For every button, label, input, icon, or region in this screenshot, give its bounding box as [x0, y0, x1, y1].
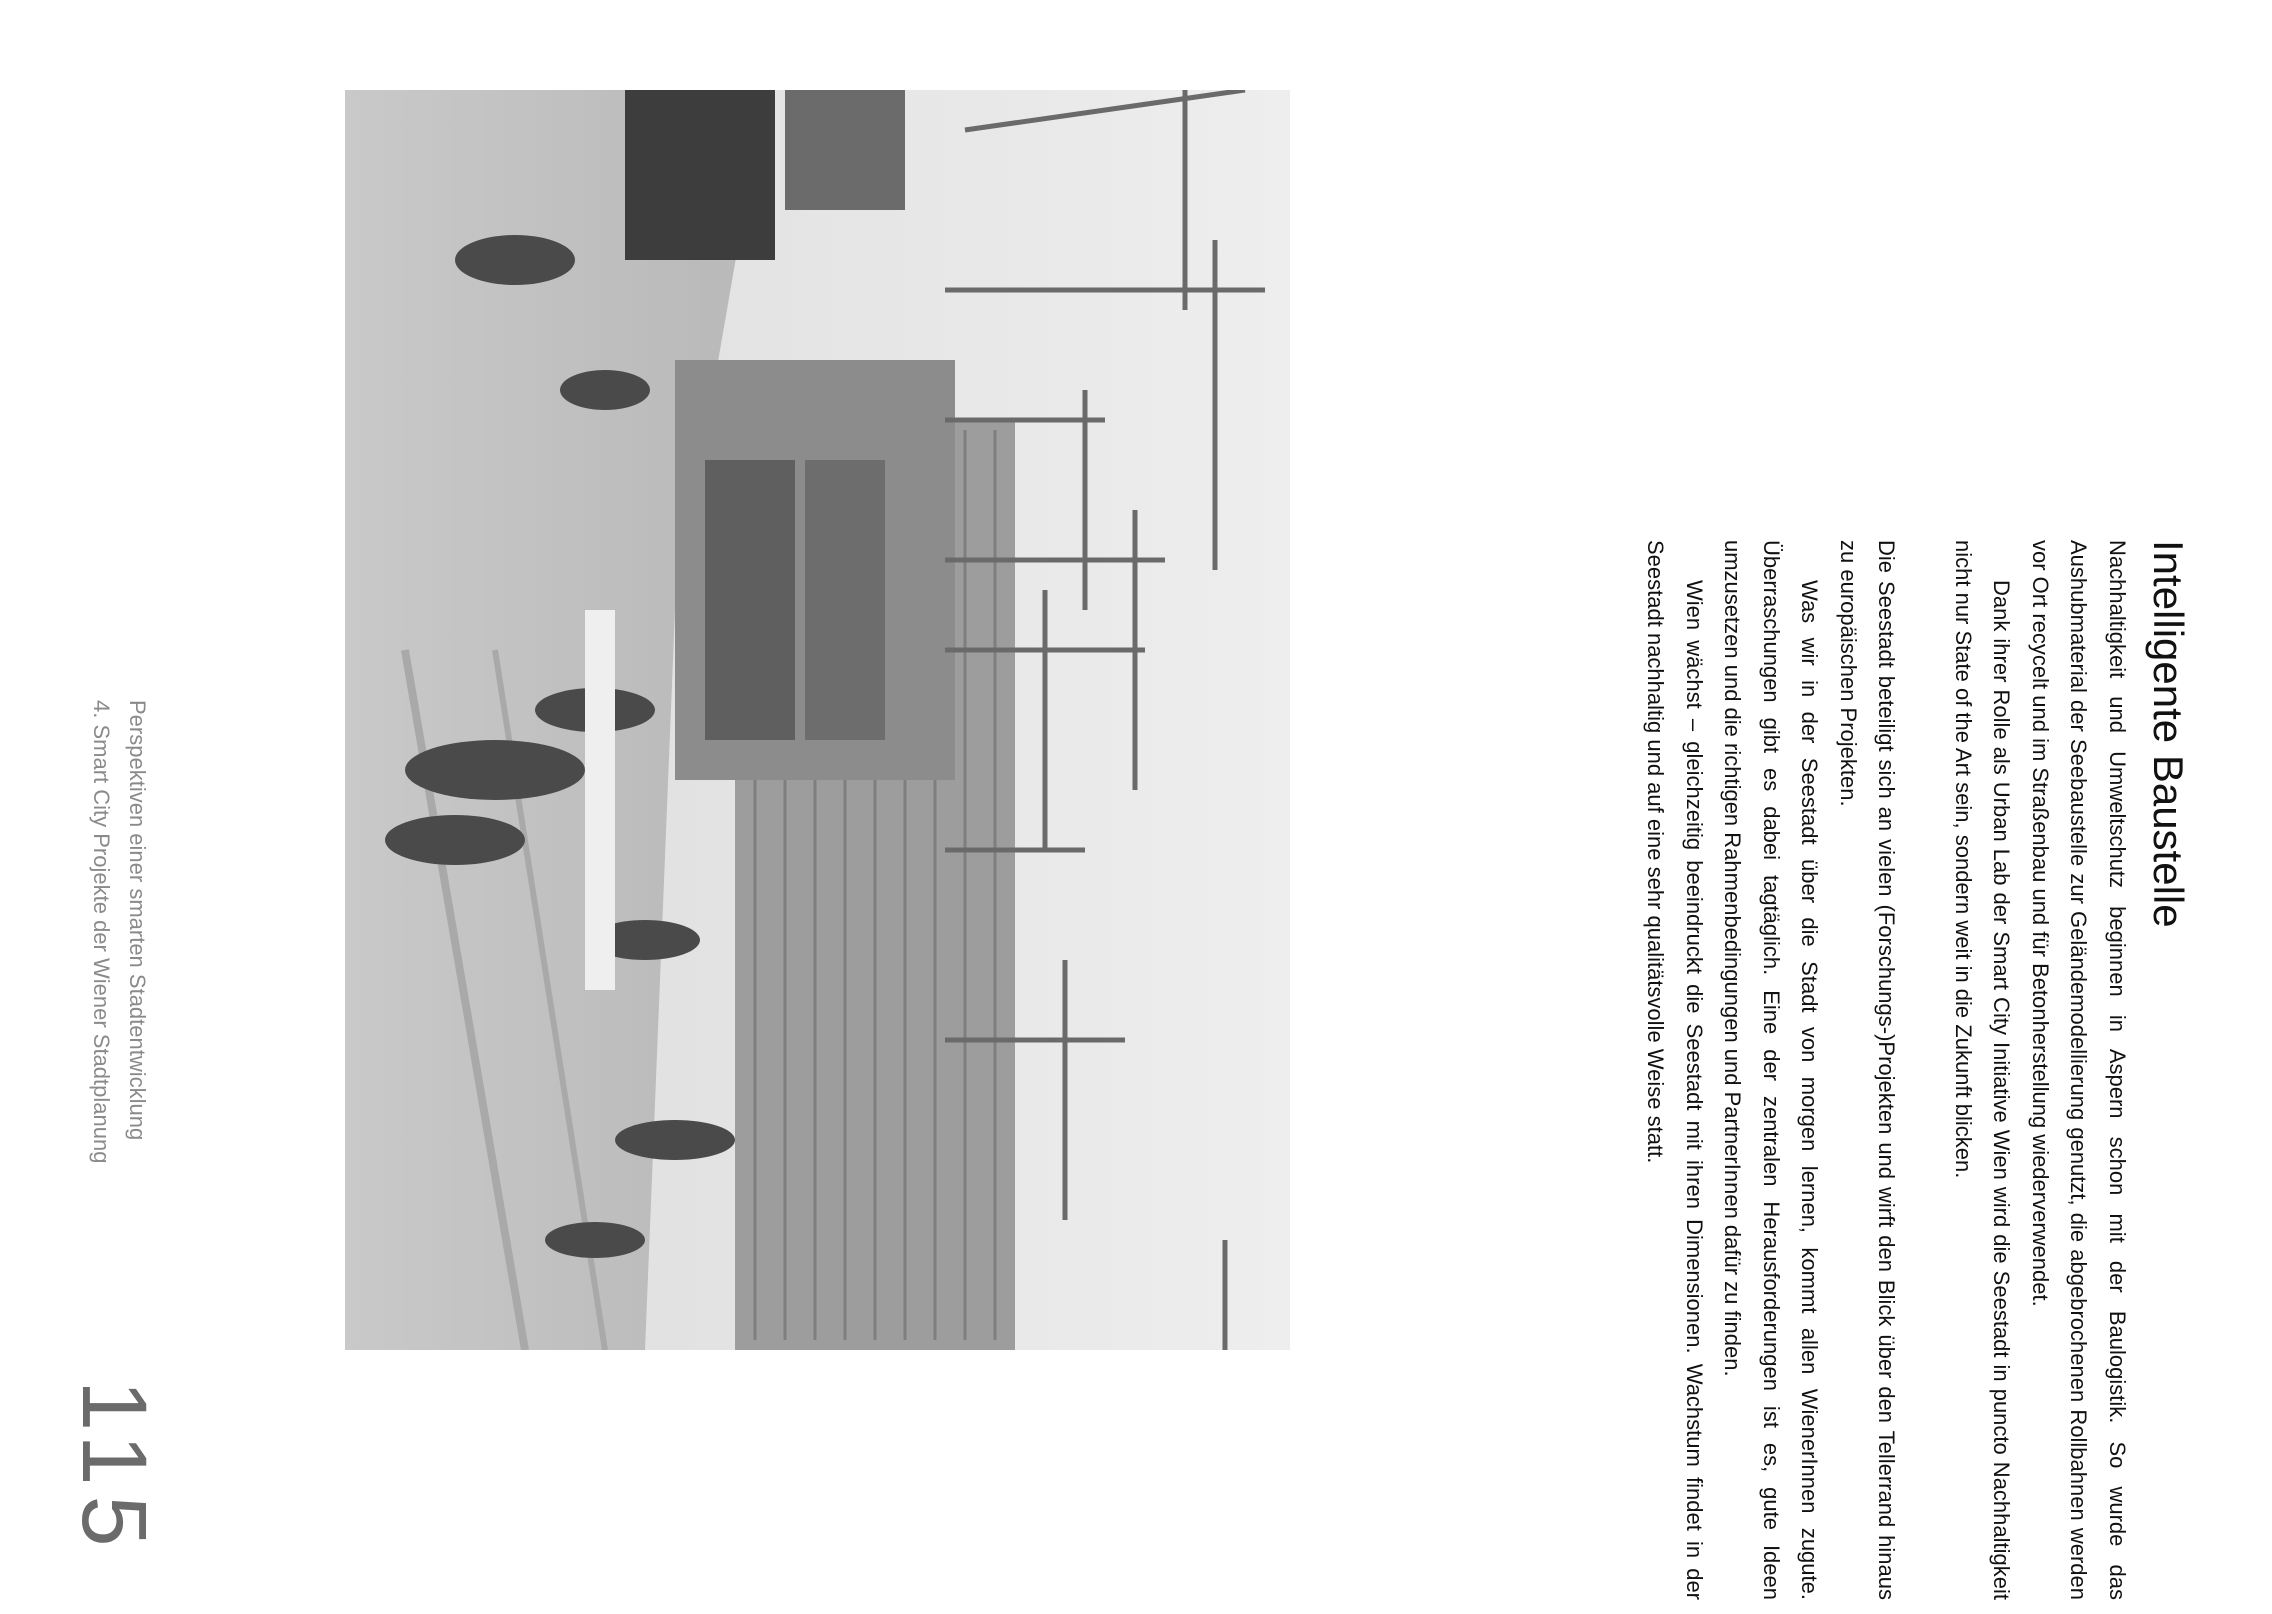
paragraph-baulogistik: Nachhaltigkeit und Umweltschutz beginnen in Aspern schon mit der Baulogistik. So wurde das Aushubmaterial der Seebaustelle zur Geländemodellierung genutzt, die abgebrochenen Rollbahnen werden vor Ort recycelt und im Straßenbau und für Betonherstellung wiederverwendet.	[2028, 540, 2130, 1600]
page-number: 115	[63, 1380, 165, 1557]
paragraph-urban-lab: Dank ihrer Rolle als Urban Lab der Smart City Initiative Wien wird die Seestadt in puncto Nachhaltigkeit nicht nur State of the Art sein, sondern weit in die Zukunft blicken.	[1951, 540, 2015, 1600]
section-title: Intelligente Baustelle	[2145, 540, 2192, 928]
footer-line-1: Perspektiven einer smarten Stadtentwicklung	[125, 700, 150, 1141]
paragraph-wien-waechst: Wien wächst – gleichzeitig beeindruckt die Seestadt mit ihren Dimensionen. Wachstum findet in der Seestadt nachhaltig und auf eine sehr qualitätsvolle Weise statt.	[1643, 540, 1707, 1600]
footer-line-2: 4. Smart City Projekte der Wiener Stadtplanung	[89, 700, 114, 1164]
running-footer	[83, 700, 155, 1260]
construction-site-photo	[345, 90, 1290, 1350]
text-column	[1636, 540, 2190, 1600]
paragraph-stadt-von-morgen: Was wir in der Seestadt über die Stadt von morgen lernen, kommt allen WienerInnen zugute. Überraschungen gibt es dabei tagtäglich. Eine der zentralen Herausforderungen ist es, gute Ideen umzusetzen und die richtigen Rahmenbedingungen und PartnerInnen dafür zu finden.	[1720, 540, 1823, 1600]
paragraph-projekte: Die Seestadt beteiligt sich an vielen (Forschungs-)Projekten und wirft den Blick über den Tellerrand hinaus zu europäischen Projekten.	[1836, 540, 1900, 1600]
